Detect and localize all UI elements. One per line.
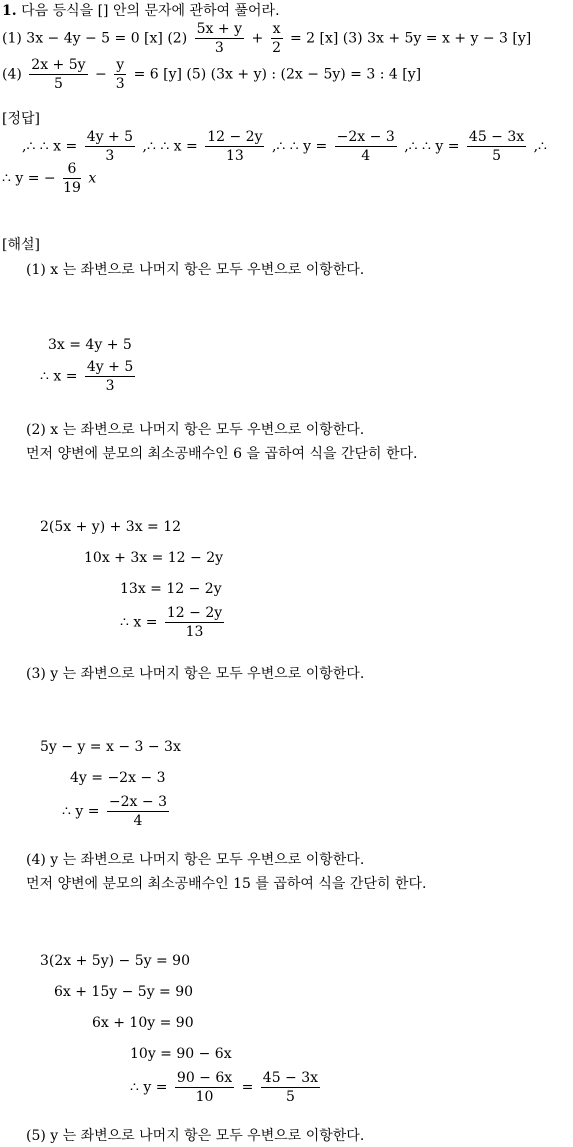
problem-part-4-minus: − [95, 66, 107, 83]
problem-number: 1. [2, 3, 17, 19]
step-4-eq-5: ∴ y = $\frac{90 - 6x}{10}$ = $\frac{45 - 3x}{5}$ [130, 1070, 319, 1105]
step-1-eq-2: ∴ x = $\frac{4y + 5}{3}$ [40, 359, 134, 394]
step-2-eq-3: 13x = 12 − 2y [120, 581, 222, 597]
problem-part-2-fraction-2: $\frac{x}{2}$ [272, 21, 282, 56]
step-2-eq-1: 2(5x + y) + 3x = 12 [40, 519, 182, 535]
problem-line-2 [2, 58, 421, 91]
problem-header [2, 4, 280, 18]
answer-1-prefix: ,∴ ∴ x = [22, 138, 78, 155]
problem-instruction: 다음 등식을 [] 안의 문자에 관하여 풀어라. [21, 3, 280, 19]
step-2-text-2: 먼저 양변에 분모의 최소공배수인 6 을 곱하여 식을 간단히 한다. [26, 446, 418, 462]
step-4-eq-2: 6x + 15y − 5y = 90 [54, 984, 194, 1000]
step-3-text: (3) y 는 좌변으로 나머지 항은 모두 우변으로 이항한다. [26, 666, 365, 682]
answer-4-suffix: ,∴ [533, 138, 547, 155]
answer-4-fraction: $\frac{45 - 3x}{5}$ [468, 129, 525, 164]
answer-2-prefix: ,∴ ∴ x = [142, 138, 198, 155]
answer-line-1 [22, 130, 547, 163]
problem-line-1 [2, 22, 531, 55]
step-2-eq-2: 10x + 3x = 12 − 2y [84, 550, 224, 566]
step-3-eq-3: ∴ y = $\frac{-2x - 3}{4}$ [62, 794, 167, 829]
problem-part-4-label: (4) [2, 66, 22, 83]
step-4-eq-4: 10y = 90 − 6x [130, 1046, 232, 1062]
answer-5-prefix: ∴ y = − [2, 170, 56, 187]
problem-part-2-fraction-1: $\frac{5x + y}{3}$ [196, 21, 242, 56]
step-3-eq-1: 5y − y = x − 3 − 3x [40, 739, 181, 755]
explanation-heading: [해설] [2, 237, 40, 253]
problem-part-3: (3) 3x + 5y = x + y − 3 [y] [342, 30, 532, 47]
answer-1-fraction: $\frac{4y + 5}{3}$ [86, 129, 134, 164]
step-1-eq-1: 3x = 4y + 5 [48, 337, 132, 353]
step-4-text-2: 먼저 양변에 분모의 최소공배수인 15 를 곱하여 식을 간단히 한다. [26, 876, 427, 892]
answer-heading: [정답] [2, 111, 40, 127]
answer-2-fraction: $\frac{12 - 2y}{13}$ [207, 129, 263, 164]
step-4-text: (4) y 는 좌변으로 나머지 항은 모두 우변으로 이항한다. [26, 852, 365, 868]
step-2-text: (2) x 는 좌변으로 나머지 항은 모두 우변으로 이항한다. [26, 422, 365, 438]
problem-part-1: (1) 3x − 4y − 5 = 0 [x] [2, 30, 163, 47]
problem-part-2-plus: + [251, 30, 264, 47]
answer-5-fraction: $\frac{6}{19}$ [63, 161, 81, 196]
problem-part-2-rest: = 2 [x] [289, 30, 339, 47]
answer-4-prefix: ,∴ ∴ y = [404, 138, 460, 155]
step-4-eq-3: 6x + 10y = 90 [92, 1015, 194, 1031]
step-5-text: (5) y 는 좌변으로 나머지 항은 모두 우변으로 이항한다. [26, 1128, 365, 1144]
answer-line-2 [2, 162, 96, 195]
step-4-eq-1: 3(2x + 5y) − 5y = 90 [40, 953, 190, 969]
problem-part-2-label: (2) [167, 30, 188, 47]
answer-3-prefix: ,∴ ∴ y = [271, 138, 328, 155]
step-3-eq-2: 4y = −2x − 3 [70, 770, 166, 786]
answer-5-suffix: x [88, 170, 97, 187]
step-2-eq-4: ∴ x = $\frac{12 - 2y}{13}$ [120, 605, 223, 640]
problem-part-4-fraction-1: $\frac{2x + 5y}{5}$ [31, 57, 86, 92]
step-1-text: (1) x 는 좌변으로 나머지 항은 모두 우변으로 이항한다. [26, 262, 365, 278]
answer-3-fraction: $\frac{-2x - 3}{4}$ [336, 129, 395, 164]
problem-part-4-fraction-2: $\frac{y}{3}$ [115, 57, 125, 92]
problem-part-4-rest: = 6 [y] [133, 66, 182, 83]
problem-part-5: (5) (3x + y) : (2x − 5y) = 3 : 4 [y] [186, 66, 422, 83]
